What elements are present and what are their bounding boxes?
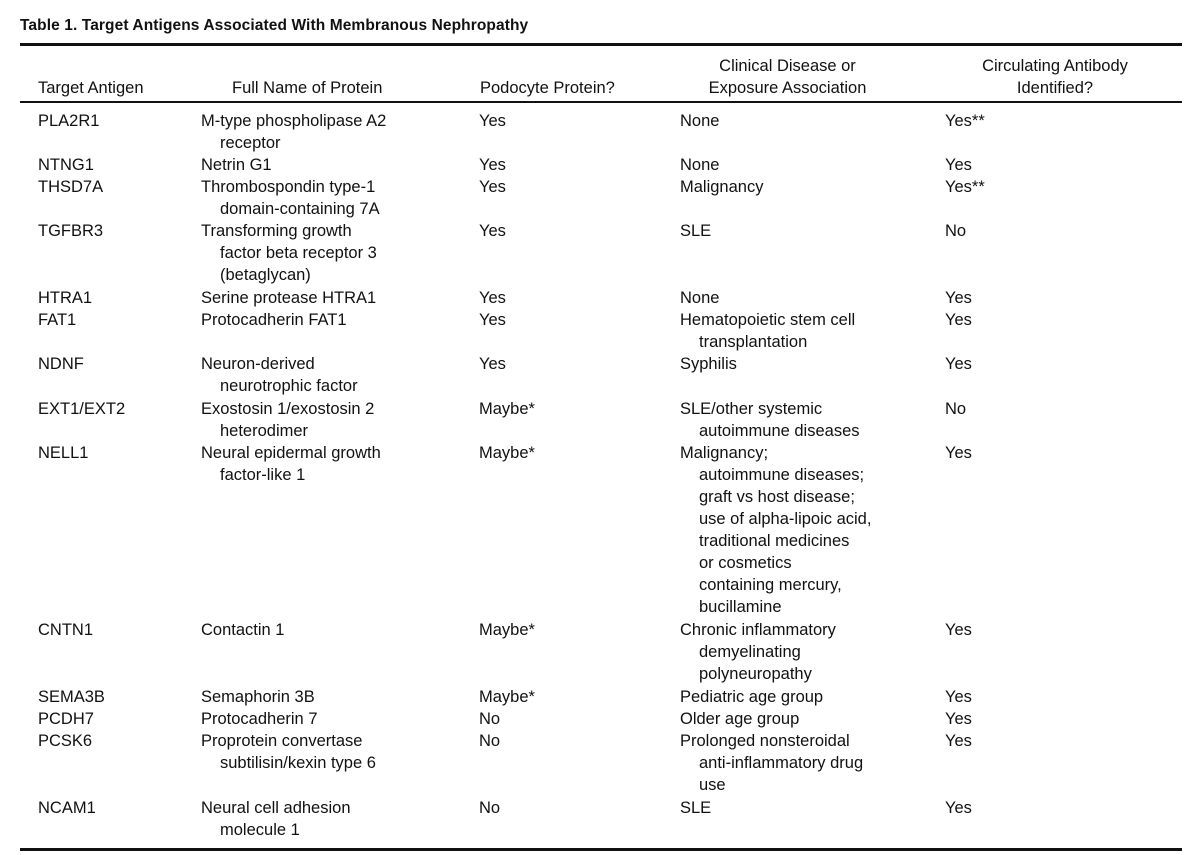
cell-text: NCAM1 [38,799,96,817]
cell-circulating-antibody [945,686,972,708]
cell-line: polyneuropathy [699,665,812,683]
cell-clinical-association [680,619,836,685]
cell-text: Yes [945,156,972,174]
cell-protein-name [201,110,386,154]
header-rule [20,101,1182,103]
cell-target-antigen [38,730,92,752]
cell-clinical-association [680,708,799,730]
cell-line: domain-containing 7A [220,200,380,218]
cell-text: Maybe* [479,688,535,706]
cell-text: Yes [945,732,972,750]
cell-podocyte-protein [479,797,500,819]
cell-text: NDNF [38,355,84,373]
cell-line: molecule 1 [220,821,300,839]
cell-text: Yes [945,710,972,728]
cell-circulating-antibody [945,708,972,730]
cell-text: HTRA1 [38,289,93,307]
cell-line: None [680,112,720,130]
cell-line: Protocadherin 7 [201,710,318,728]
header-circulating-antibody: Circulating Antibody Identified? [982,57,1128,97]
cell-line: heterodimer [220,422,309,440]
cell-line: autoimmune diseases [699,422,860,440]
cell-target-antigen [38,686,105,708]
cell-text: Yes [945,355,972,373]
cell-clinical-association [680,309,855,353]
cell-protein-name [201,686,315,708]
cell-clinical-association [680,287,719,309]
table-bottom-rule [20,848,1182,851]
cell-protein-name [201,353,358,397]
cell-line: demyelinating [699,643,801,661]
cell-circulating-antibody [945,309,972,331]
cell-line: receptor [220,134,281,152]
cell-line: neurotrophic factor [220,377,358,395]
cell-line: SLE [680,222,712,240]
cell-target-antigen [38,287,92,309]
cell-text: Yes** [945,112,985,130]
cell-podocyte-protein [479,353,506,375]
cell-circulating-antibody [945,176,985,198]
cell-text: TGFBR3 [38,222,104,240]
cell-line: use of alpha-lipoic acid, [699,510,872,528]
cell-circulating-antibody [945,110,985,132]
cell-text: PLA2R1 [38,112,100,130]
cell-protein-name [201,287,376,309]
cell-protein-name [201,154,272,176]
cell-line: Proprotein convertase [201,732,363,750]
cell-target-antigen [38,309,76,331]
cell-clinical-association [680,442,871,618]
cell-text: Maybe* [479,400,535,418]
cell-line: factor beta receptor 3 [220,244,377,262]
cell-text: SEMA3B [38,688,105,706]
cell-text: THSD7A [38,178,104,196]
table-top-rule [20,43,1182,46]
cell-protein-name [201,619,284,641]
cell-line: containing mercury, [699,576,842,594]
cell-text: Yes [479,222,506,240]
cell-protein-name [201,176,380,220]
cell-text: No [479,799,501,817]
cell-circulating-antibody [945,730,972,752]
cell-line: Contactin 1 [201,621,285,639]
cell-text: Yes [945,688,972,706]
cell-line: None [680,289,720,307]
cell-text: No [945,400,967,418]
cell-text: Yes [479,112,506,130]
cell-protein-name [201,797,351,841]
cell-text: EXT1/EXT2 [38,400,126,418]
cell-target-antigen [38,398,125,420]
cell-podocyte-protein [479,730,500,752]
cell-target-antigen [38,154,94,176]
cell-line: (betaglycan) [220,266,311,284]
cell-circulating-antibody [945,797,972,819]
cell-clinical-association [680,353,737,375]
cell-circulating-antibody [945,442,972,464]
cell-text: Yes [945,289,972,307]
cell-text: Yes [945,444,972,462]
cell-line: Neural epidermal growth [201,444,381,462]
cell-clinical-association [680,110,719,132]
cell-podocyte-protein [479,398,535,420]
cell-circulating-antibody [945,287,972,309]
cell-protein-name [201,442,381,486]
cell-podocyte-protein [479,110,506,132]
cell-podocyte-protein [479,686,535,708]
cell-text: NELL1 [38,444,89,462]
cell-target-antigen [38,797,96,819]
cell-podocyte-protein [479,442,535,464]
cell-target-antigen [38,220,103,242]
cell-circulating-antibody [945,154,972,176]
cell-podocyte-protein [479,619,535,641]
header-clinical-association: Clinical Disease or Exposure Association [708,57,867,97]
cell-line: Semaphorin 3B [201,688,315,706]
header-target-antigen: Target Antigen [38,79,144,97]
cell-line: Hematopoietic stem cell [680,311,856,329]
cell-target-antigen [38,619,93,641]
cell-line: or cosmetics [699,554,792,572]
cell-line: SLE [680,799,712,817]
cell-line: transplantation [699,333,808,351]
cell-circulating-antibody [945,398,966,420]
cell-podocyte-protein [479,309,506,331]
cell-text: Yes [479,156,506,174]
cell-text: Yes [945,621,972,639]
cell-clinical-association [680,220,711,242]
header-full-name: Full Name of Protein [232,79,383,97]
cell-line: Syphilis [680,355,737,373]
cell-clinical-association [680,797,711,819]
cell-protein-name [201,398,374,442]
cell-podocyte-protein [479,220,506,242]
cell-circulating-antibody [945,220,966,242]
cell-text: Yes [945,799,972,817]
cell-text: Maybe* [479,444,535,462]
cell-line: Thrombospondin type-1 [201,178,376,196]
cell-target-antigen [38,708,94,730]
cell-line: M-type phospholipase A2 [201,112,387,130]
cell-podocyte-protein [479,287,506,309]
cell-line: Serine protease HTRA1 [201,289,377,307]
cell-protein-name [201,309,347,331]
cell-text: Yes [479,178,506,196]
cell-line: Chronic inflammatory [680,621,836,639]
cell-text: PCSK6 [38,732,93,750]
cell-circulating-antibody [945,619,972,641]
cell-text: Yes** [945,178,985,196]
cell-line: Neuron-derived [201,355,315,373]
cell-text: FAT1 [38,311,77,329]
cell-clinical-association [680,398,860,442]
cell-text: CNTN1 [38,621,94,639]
cell-circulating-antibody [945,353,972,375]
cell-line: Netrin G1 [201,156,272,174]
cell-text: Yes [479,289,506,307]
cell-line: autoimmune diseases; [699,466,865,484]
cell-line: factor-like 1 [220,466,306,484]
header-podocyte-protein: Podocyte Protein? [480,79,615,97]
cell-podocyte-protein [479,154,506,176]
cell-clinical-association [680,730,863,796]
cell-podocyte-protein [479,176,506,198]
cell-target-antigen [38,176,103,198]
cell-target-antigen [38,353,84,375]
cell-line: Prolonged nonsteroidal [680,732,850,750]
cell-target-antigen [38,110,99,132]
cell-line: Exostosin 1/exostosin 2 [201,400,375,418]
cell-text: Yes [479,311,506,329]
cell-line: anti-inflammatory drug [699,754,864,772]
cell-line: Malignancy; [680,444,769,462]
cell-line: None [680,156,720,174]
table-caption: Table 1. Target Antigens Associated With Membranous Nephropathy [20,17,529,34]
cell-clinical-association [680,686,823,708]
cell-text: Yes [945,311,972,329]
cell-line: traditional medicines [699,532,850,550]
cell-line: SLE/other systemic [680,400,823,418]
cell-line: use [699,776,726,794]
cell-text: NTNG1 [38,156,94,174]
cell-line: Transforming growth [201,222,352,240]
cell-protein-name [201,220,377,286]
cell-podocyte-protein [479,708,500,730]
cell-line: subtilisin/kexin type 6 [220,754,376,772]
cell-text: PCDH7 [38,710,94,728]
cell-text: No [479,732,501,750]
cell-text: Yes [479,355,506,373]
cell-clinical-association [680,176,763,198]
cell-line: Malignancy [680,178,764,196]
cell-text: Maybe* [479,621,535,639]
cell-protein-name [201,708,318,730]
cell-protein-name [201,730,376,774]
cell-clinical-association [680,154,719,176]
cell-target-antigen [38,442,88,464]
cell-text: No [945,222,967,240]
cell-line: Pediatric age group [680,688,824,706]
cell-line: Neural cell adhesion [201,799,351,817]
cell-text: No [479,710,501,728]
cell-line: Protocadherin FAT1 [201,311,347,329]
cell-line: bucillamine [699,598,782,616]
cell-line: Older age group [680,710,800,728]
cell-line: graft vs host disease; [699,488,855,506]
